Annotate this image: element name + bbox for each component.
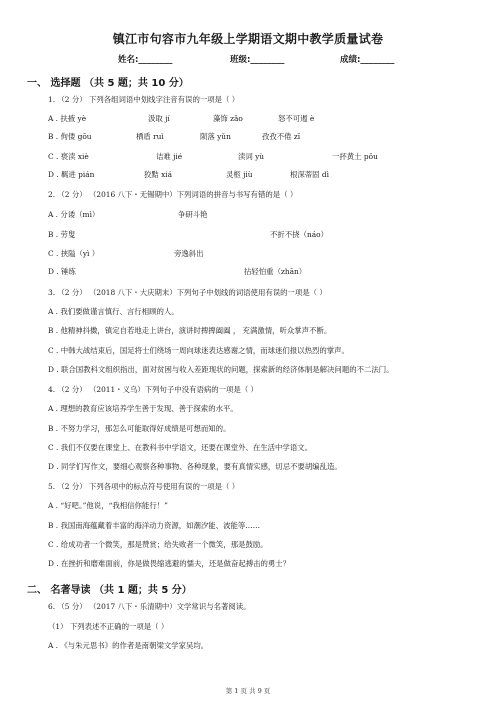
name-field[interactable]: 姓名:________ xyxy=(118,55,173,65)
question-1-option-a[interactable]: A . 扶掖 yè 汲取 jí 藻饰 zǎo 怒不可遏 è xyxy=(48,114,315,123)
question-6-sub1: （1） 下列表述不正确的一项是（ ） xyxy=(48,622,169,631)
question-4-option-c[interactable]: C . 我们不仅要在课堂上、在教科书中学语文，还要在课堂外、在生活中学语文。 xyxy=(48,443,312,452)
question-5-stem: 5. （2 分） 下列各项中的标点符号使用有误的一项是（ ） xyxy=(48,482,240,491)
question-4-option-a[interactable]: A . 理想的教育应该培养学生善于发现、善于探索的水平。 xyxy=(48,404,238,413)
question-5-option-d[interactable]: D . 在挫折和磨难面前，你是做畏缩逃避的懦夫，还是做奋起搏击的勇士？ xyxy=(48,559,291,568)
question-6-option-a[interactable]: A . 《与朱元思书》的作者是南朝梁文学家吴均。 xyxy=(48,641,209,650)
question-1-option-d[interactable]: D . 羁进 pián 狡黠 xiá 灵柩 jiù 根深蒂固 dì xyxy=(48,170,330,179)
question-3-option-c[interactable]: C . 中韩大战结束后，国足将士们绕场一周向球迷表达感谢之情，而球迷们报以热烈的掌声。 xyxy=(48,346,349,355)
question-1-option-b[interactable]: B . 佝偻 gōu 栖盾 ruì 陨落 yǔn 孜孜不倦 zī xyxy=(48,132,301,141)
question-2-stem: 2. （2 分） （2016 八下・无锡期中）下列词语的拼音与书写有错的是（ ） xyxy=(48,190,298,199)
question-4-stem: 4. （2 分） （2011・义乌）下列句子中没有语病的一项是（ ） xyxy=(48,385,258,394)
class-field[interactable]: 班级:________ xyxy=(230,55,285,65)
question-1-option-c[interactable]: C . 亵渎 xiè 诘难 jié 渎词 yù 一抔黄土 pǒu xyxy=(48,152,378,161)
question-3-option-d[interactable]: D . 联合国教科文组织指出，面对贫困与收入差距现状的问题，探索新的经济体制是解决问题的不二法门。 xyxy=(48,365,394,374)
question-6-stem: 6. （5 分） （2017 八下・乐清期中）文学常识与名著阅读。 xyxy=(48,602,251,611)
score-field[interactable]: 成绩:________ xyxy=(340,55,395,65)
question-5-option-a[interactable]: A . “好吧。”他说，“我相信你能行！” xyxy=(48,501,168,510)
question-4-option-d[interactable]: D . 同学们写作文，要细心观察各种事物、各种现象，要有真情实感，切忌不要胡编乱造。 xyxy=(48,462,342,471)
question-2-option-b[interactable]: B . 劳叟 不折不挠（náo） xyxy=(48,230,328,239)
question-3-option-a[interactable]: A . 我们要做谨言慎行、言行相顾的人。 xyxy=(48,307,179,316)
question-2-option-a[interactable]: A . 分诿（mì） 争研斗艳 xyxy=(48,210,208,219)
question-5-option-c[interactable]: C . 给成功者一个微笑，那是赞赏；给失败者一个微笑，那是鼓励。 xyxy=(48,540,268,549)
question-5-option-b[interactable]: B . 我国南海蕴藏着丰富的海洋动力资源，如潮汐能、波能等…… xyxy=(48,521,261,530)
question-3-stem: 3. （2 分） （2018 八下・大庆期末）下列句子中划线的词语使用有误的一项是（ ） xyxy=(48,288,327,297)
page-number: 第 1 页 共 9 页 xyxy=(225,687,271,695)
question-2-option-c[interactable]: C . 挟隘（yì ） 旁逸斜出 xyxy=(48,249,204,258)
question-2-option-d[interactable]: D . 锤练 拈轻怕重（zhān） xyxy=(48,267,307,276)
question-4-option-b[interactable]: B . 不努力学习，那怎么可能取得好成绩是可想而知的。 xyxy=(48,424,231,433)
question-1-stem: 1. （2 分） 下列各组词语中划线字注音有误的一项是（ ） xyxy=(48,95,240,104)
exam-title: 镇江市句容市九年级上学期语文期中教学质量试卷 xyxy=(112,32,384,46)
section-heading-choice: 一、 选择题 （共 5 题；共 10 分） xyxy=(27,78,189,89)
section-heading-reading: 二、 名著导读 （共 1 题；共 5 分） xyxy=(27,585,192,596)
question-3-option-b[interactable]: B . 他精神抖擞，镇定自若地走上讲台，演讲时捭捭阖阖 ， 充满激情，听众掌声不断。 xyxy=(48,326,332,335)
